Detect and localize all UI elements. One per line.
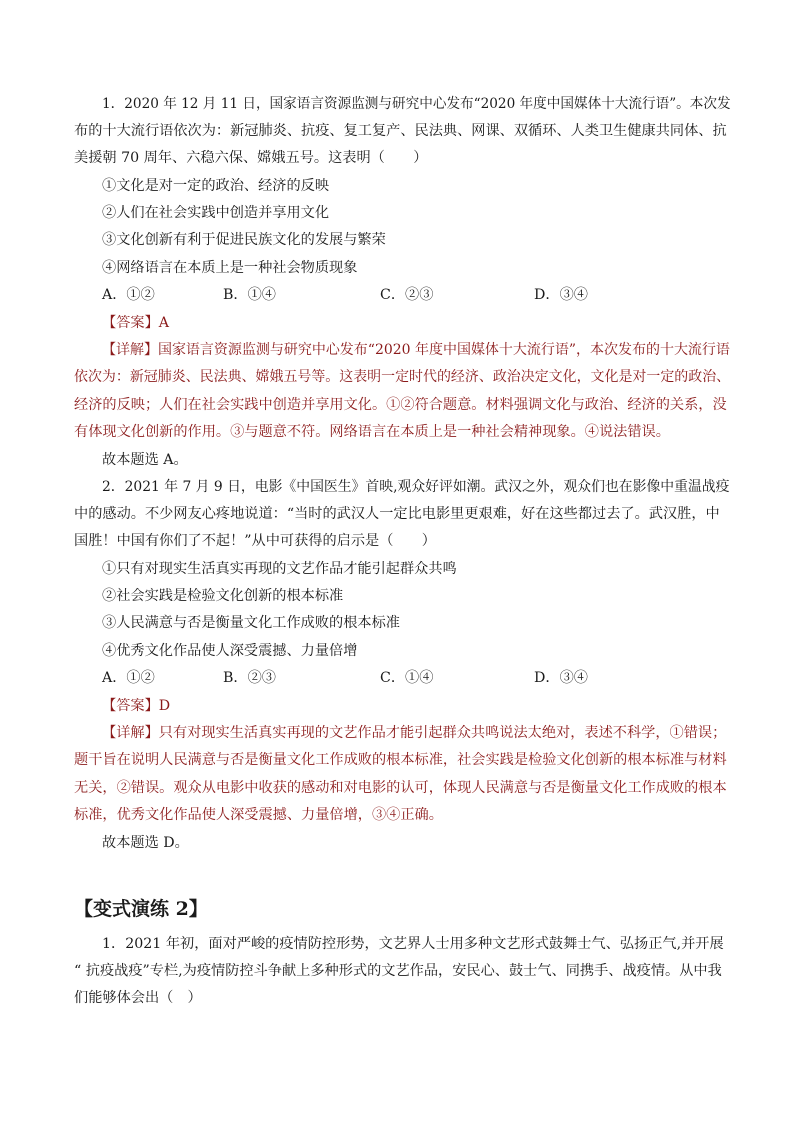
question-3-line-2: “ 抗疫战疫”专栏,为疫情防控斗争献上多种形式的文艺作品，安民心、鼓士气、同携手、战疫情。从中我 (74, 963, 722, 979)
question-1-option-d: D．③④ (534, 287, 588, 303)
question-2-option-a: A．①② (102, 670, 155, 686)
question-1-line-1: 1．2020 年 12 月 11 日，国家语言资源监测与研究中心发布“2020 年度中国媒体十大流行语”。本次发 (102, 96, 731, 112)
question-2-detail-line-1: 【详解】只有对现实生活真实再现的文艺作品才能引起群众共鸣说法太绝对，表述不科学，①错误； (102, 725, 727, 741)
question-1-detail-line-3: 经济的反映；人们在社会实践中创造并享用文化。①②符合题意。材料强调文化与政治、经济的关系，没 (74, 397, 727, 413)
question-1-statement-4: ④网络语言在本质上是一种社会物质现象 (102, 260, 358, 276)
question-2-line-1: 2．2021 年 7 月 9 日，电影《中国医生》首映,观众好评如潮。武汉之外，观众们也在影像中重温战疫 (102, 479, 730, 495)
question-1-statement-1: ①文化是对一定的政治、经济的反映 (102, 178, 330, 194)
question-1-option-a: A．①② (102, 287, 155, 303)
question-2-detail-line-2: 题干旨在说明人民满意与否是衡量文化工作成败的根本标准，社会实践是检验文化创新的根本标准与材料 (74, 752, 727, 768)
question-1-conclusion: 故本题选 A。 (102, 452, 188, 468)
question-2-options (0, 668, 794, 688)
question-1-line-3: 美援朝 70 周年、六稳六保、嫦娥五号。这表明（ ） (74, 150, 428, 166)
question-1-options (0, 285, 794, 305)
question-3-line-1: 1．2021 年初，面对严峻的疫情防控形势，文艺界人士用多种文艺形式鼓舞士气、弘扬正气,并开展 (102, 936, 724, 952)
question-2-statement-2: ②社会实践是检验文化创新的根本标准 (102, 588, 344, 604)
question-1-detail-line-2: 依次为：新冠肺炎、民法典、嫦娥五号等。这表明一定时代的经济、政治决定文化，文化是对一定的政治、 (74, 369, 731, 385)
question-2-statement-4: ④优秀文化作品使人深受震撼、力量倍增 (102, 643, 358, 659)
question-2-detail-line-3: 无关，②错误。观众从电影中收获的感动和对电影的认可，体现人民满意与否是衡量文化工作成败的根本 (74, 780, 727, 796)
question-2-option-c: C．①④ (380, 670, 434, 686)
question-3-line-3: 们能够体会出（ ） (74, 990, 202, 1006)
section-heading: 【变式演练 2】 (74, 898, 208, 920)
question-1-statement-2: ②人们在社会实践中创造并享用文化 (102, 205, 330, 221)
question-2-line-2: 中的感动。不少网友心疼地说道：“当时的武汉人一定比电影里更艰难，好在这些都过去了。武汉胜，中 (74, 506, 720, 522)
question-2-detail-line-4: 标准，优秀文化作品使人深受震撼、力量倍增，③④正确。 (74, 807, 443, 823)
question-2-line-3: 国胜！中国有你们了不起！”从中可获得的启示是（ ） (74, 533, 436, 549)
question-2-statement-3: ③人民满意与否是衡量文化工作成败的根本标准 (102, 615, 400, 631)
question-1-answer: 【答案】A (102, 315, 169, 331)
question-1-statement-3: ③文化创新有利于促进民族文化的发展与繁荣 (102, 232, 386, 248)
question-1-option-b: B．①④ (223, 287, 276, 303)
question-2-statement-1: ①只有对现实生活真实再现的文艺作品才能引起群众共鸣 (102, 561, 457, 577)
question-2-option-d: D．③④ (534, 670, 588, 686)
question-2-conclusion: 故本题选 D。 (102, 835, 189, 851)
question-1-detail-line-4: 有体现文化创新的作用。③与题意不符。网络语言在本质上是一种社会精神现象。④说法错误。 (74, 424, 670, 440)
question-1-detail-line-1: 【详解】国家语言资源监测与研究中心发布“2020 年度中国媒体十大流行语”，本次发布的十大流行语 (102, 342, 730, 358)
question-2-option-b: B．②③ (223, 670, 276, 686)
question-1-line-2: 布的十大流行语依次为：新冠肺炎、抗疫、复工复产、民法典、网课、双循环、人类卫生健康共同体、抗 (74, 123, 727, 139)
question-2-answer: 【答案】D (102, 698, 171, 714)
question-1-option-c: C．②③ (380, 287, 434, 303)
